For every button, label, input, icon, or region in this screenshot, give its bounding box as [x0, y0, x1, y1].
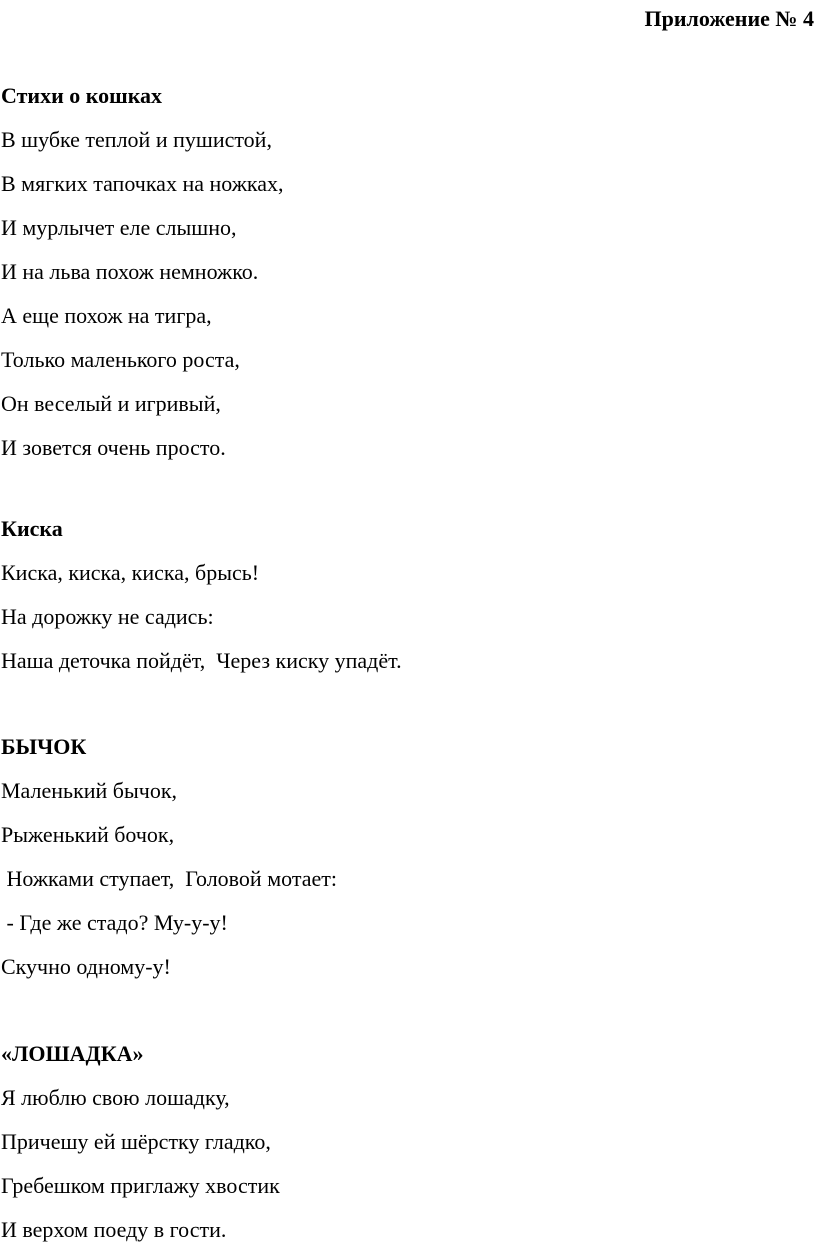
poem-line: И мурлычет еле слышно, [1, 215, 237, 240]
poem-line: В мягких тапочках на ножках, [1, 171, 284, 196]
poem-title: «ЛОШАДКА» [1, 1041, 144, 1066]
poem-line: И верхом поеду в гости. [1, 1217, 227, 1242]
poem-line: Я люблю свою лошадку, [1, 1085, 230, 1110]
poem-line: И на льва похож немножко. [1, 259, 259, 284]
poem-line: Киска, киска, киска, брысь! [1, 560, 260, 585]
poem-loshadka [1, 1032, 811, 1252]
poem-title: БЫЧОК [1, 734, 87, 759]
appendix-label: Приложение № 4 [644, 6, 814, 31]
poem-bychok [1, 725, 811, 989]
poem-line: Ножками ступает, Головой мотает: [1, 866, 337, 891]
poem-line: Гребешком приглажу хвостик [1, 1173, 280, 1198]
poem-line: Рыженький бочок, [1, 822, 175, 847]
poem-kiska [1, 507, 811, 683]
poem-line: И зовется очень просто. [1, 435, 226, 460]
poem-line: Скучно одному-у! [1, 954, 171, 979]
poem-line: На дорожку не садись: [1, 604, 214, 629]
poem-line: Только маленького роста, [1, 347, 240, 372]
poem-line: В шубке теплой и пушистой, [1, 127, 272, 152]
poem-title: Киска [1, 516, 63, 541]
poem-line: Он веселый и игривый, [1, 391, 221, 416]
poem-line: Наша деточка пойдёт, Через киску упадёт. [1, 648, 402, 673]
poem-line: Маленький бычок, [1, 778, 178, 803]
poem-line: - Где же стадо? Му-у-у! [1, 910, 228, 935]
poem-cats [1, 74, 811, 470]
poem-line: Причешу ей шёрстку гладко, [1, 1129, 271, 1154]
poem-line: А еще похож на тигра, [1, 303, 212, 328]
poem-title: Стихи о кошках [1, 83, 163, 108]
